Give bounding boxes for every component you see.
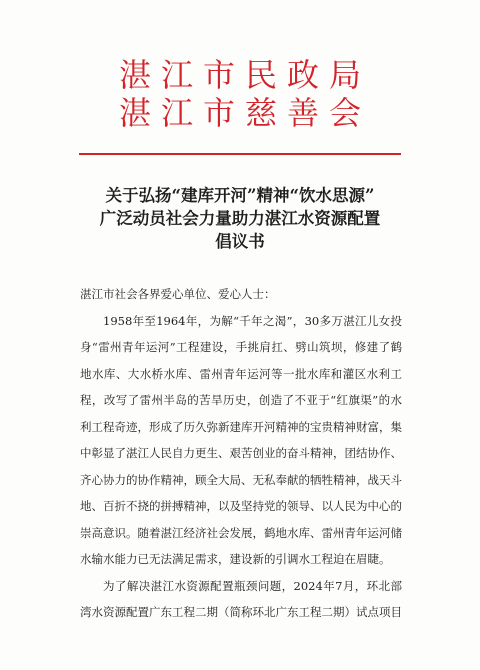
title-line-2: 广泛动员社会力量助力湛江水资源配置 [99, 209, 381, 228]
letterhead [0, 56, 480, 132]
letterhead-org-charity: 湛江市慈善会 [118, 94, 371, 132]
title-line-3: 倡议书 [215, 232, 265, 251]
document-body [80, 281, 402, 626]
document-title [0, 184, 480, 253]
letterhead-divider [79, 153, 401, 155]
paragraph-1: 1958年至1964年，为解“千年之渴”，30多万湛江儿女投身“雷州青年运河”工程建设，手挑肩扛、劈山筑坝，修建了鹤地水库、大水桥水库、雷州青年运河等一批水库和灌区水利工程，改写了雷州半岛的苦旱历史，创造了不亚于“红旗渠”的水利工程奇迹，形成了历久弥新建库开河精神的宝贵精神财富，集中彰显了湛江人民自力更生、艰苦创业的奋斗精神，团结协作、齐心协力的协作精神，顾全大局、无私奉献的牺牲精神，战天斗地、百折不挠的拼搏精神，以及坚持党的领导、以人民为中心的崇高意识。随着湛江经济社会发展，鹤地水库、雷州青年运河储水输水能力已无法满足需求，建设新的引调水工程迫在眉睫。 [80, 313, 402, 566]
letterhead-org-civil-affairs: 湛江市民政局 [118, 56, 371, 94]
salutation: 湛江市社会各界爱心单位、爱心人士： [80, 287, 276, 301]
paragraph-2: 为了解决湛江水资源配置瓶颈问题，2024年7月，环北部湾水资源配置广东工程二期（简称环北广东工程二期）试点项目 [80, 578, 402, 619]
title-line-1: 关于弘扬“建库开河”精神“饮水思源” [105, 186, 375, 205]
